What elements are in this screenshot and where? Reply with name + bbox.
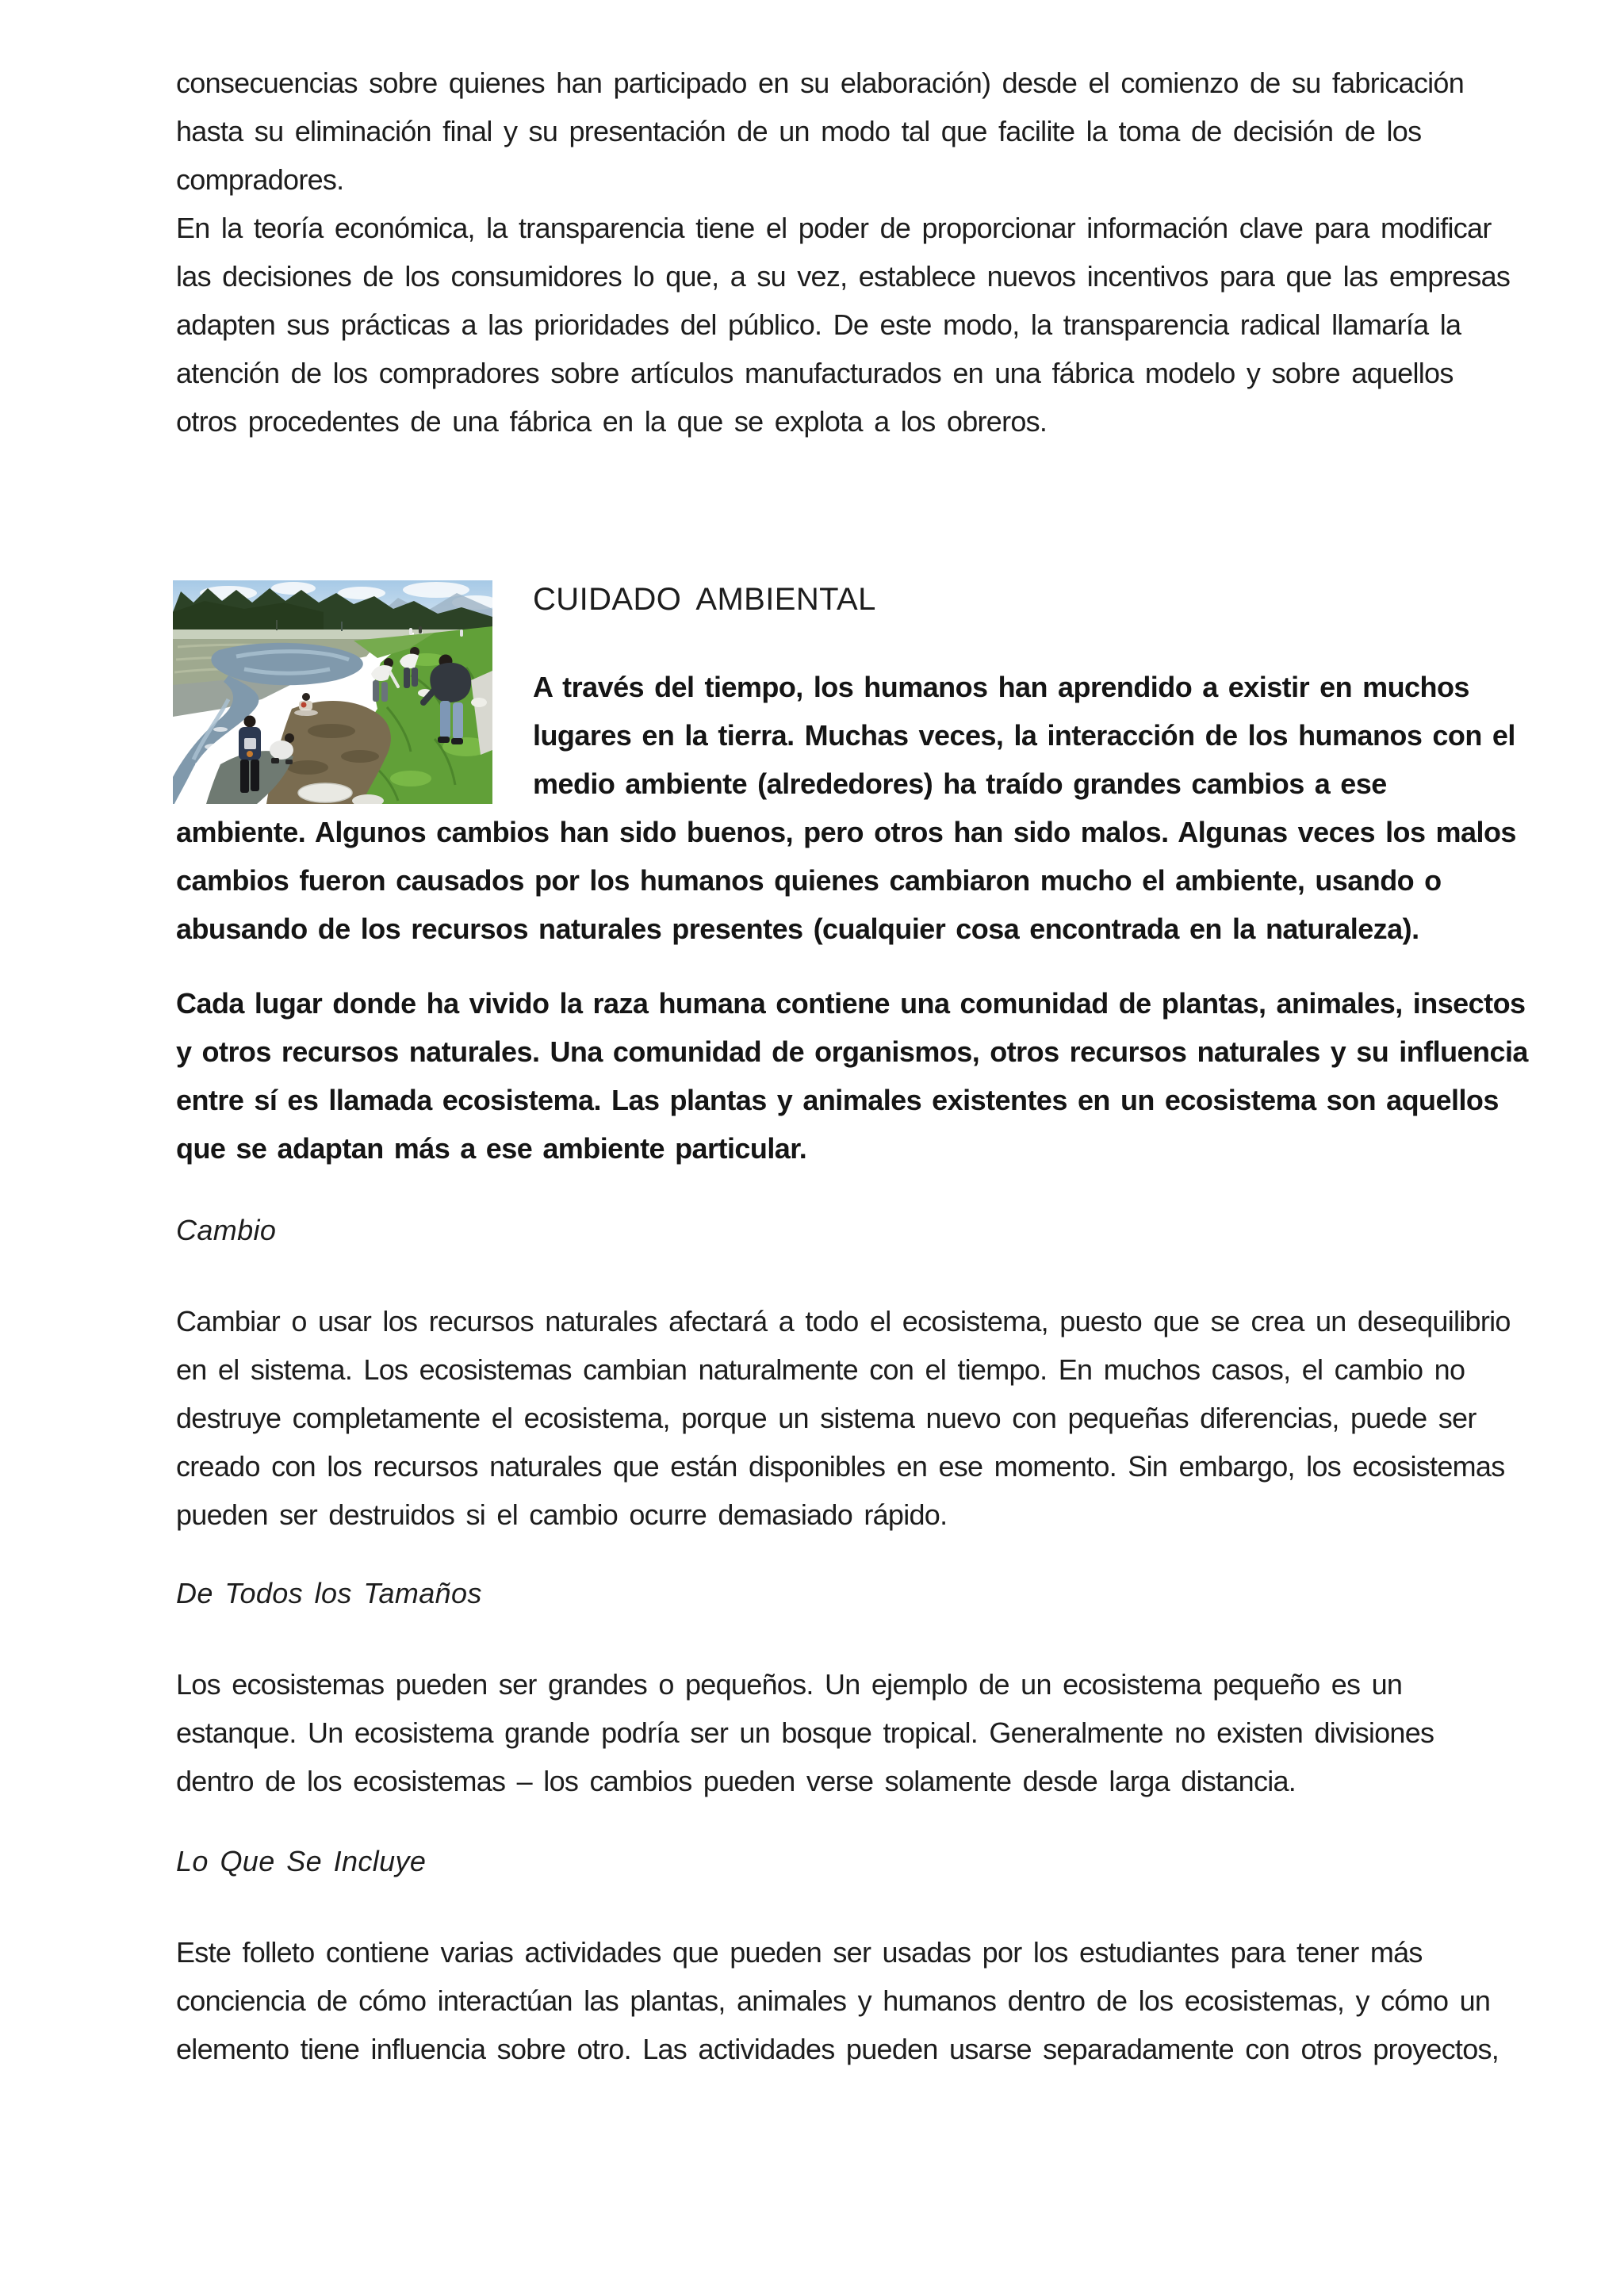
subheading-tamanos: De Todos los Tamaños xyxy=(176,1577,482,1609)
bold-paragraph-intro-beside-photo: A través del tiempo, los humanos han aprendido a existir en muchos lugares en la tierra. Muchas veces, la interacción de los humanos con el medio ambiente (alrededores) ha traído grandes cambios a ese xyxy=(533,671,1515,800)
section-heading: CUIDADO AMBIENTAL xyxy=(533,582,876,617)
bold-paragraph-ecosystem: Cada lugar donde ha vivido la raza humana contiene una comunidad de plantas, animales, insectos y otros recursos naturales. Una comunidad de organismos, otros recursos naturales y su influencia entre sí es llamada ecosistema. Las plantas y animales existentes en un ecosistema son aquellos que se adaptan más a ese ambiente particular. xyxy=(176,987,1528,1165)
paragraph-incluye: Este folleto contiene varias actividades que pueden ser usadas por los estudiantes para tener más conciencia de cómo interactúan las plantas, animales y humanos dentro de los ecosistemas, y cómo un elemento tiene influencia sobre otro. Las actividades pueden usarse separadamente con otros proyectos, xyxy=(176,1936,1500,2065)
subheading-cambio: Cambio xyxy=(176,1214,277,1246)
ambient-care-section xyxy=(176,576,1624,953)
river-cleanup-illustration xyxy=(173,580,492,804)
subheading-incluye: Lo Que Se Incluye xyxy=(176,1845,427,1877)
paragraph-tamanos: Los ecosistemas pueden ser grandes o pequeños. Un ejemplo de un ecosistema pequeño es un estanque. Un ecosistema grande podría ser un bosque tropical. Generalmente no existen divisiones dentro de los ecosistemas – los cambios pueden verse solamente desde larga distancia. xyxy=(176,1668,1434,1797)
bold-paragraph-intro-full-width: ambiente. Algunos cambios han sido buenos, pero otros han sido malos. Algunas veces los malos cambios fueron causados por los humanos quienes cambiaron mucho el ambiente, usando o abusando de los recursos naturales presentes (cualquier cosa encontrada en la naturaleza). xyxy=(176,816,1516,945)
river-cleanup-photo xyxy=(173,580,492,804)
paragraph-transparency-1: consecuencias sobre quienes han participado en su elaboración) desde el comienzo de su fabricación hasta su eliminación final y su presentación de un modo tal que facilite la toma de decisión de los compradores. xyxy=(176,67,1464,196)
paragraph-transparency-2: En la teoría económica, la transparencia tiene el poder de proporcionar información clave para modificar las decisiones de los consumidores lo que, a su vez, establece nuevos incentivos para que las empresas adapten sus prácticas a las prioridades del público. De este modo, la transparencia radical llamaría la atención de los compradores sobre artículos manufacturados en una fábrica modelo y sobre aquellos otros procedentes de una fábrica en la que se explota a los obreros. xyxy=(176,212,1511,438)
paragraph-cambio: Cambiar o usar los recursos naturales afectará a todo el ecosistema, puesto que se crea un desequilibrio en el sistema. Los ecosistemas cambian naturalmente con el tiempo. En muchos casos, el cambio no destruye completamente el ecosistema, porque un sistema nuevo con pequeñas diferencias, puede ser creado con los recursos naturales que están disponibles en ese momento. Sin embargo, los ecosistemas pueden ser destruidos si el cambio ocurre demasiado rápido. xyxy=(176,1305,1511,1531)
